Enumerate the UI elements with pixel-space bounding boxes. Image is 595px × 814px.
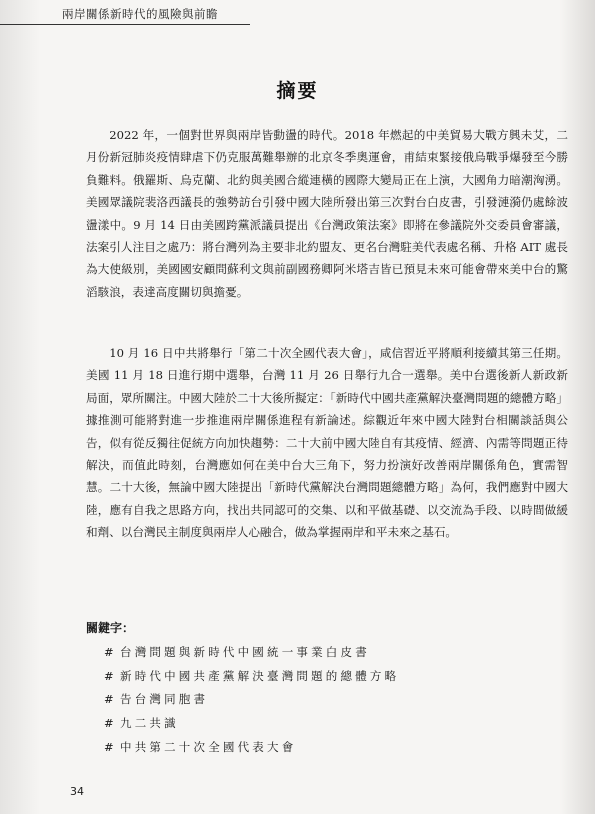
- keyword-item: [104, 641, 399, 665]
- keyword-text: 九二共識: [120, 716, 179, 731]
- keyword-item: [104, 736, 399, 760]
- keyword-item: [104, 665, 399, 689]
- hash-symbol: #: [104, 692, 114, 707]
- paragraph-text: 2022 年，一個對世界與兩岸皆動盪的時代。2018 年燃起的中美貿易大戰方興未艾，二月份新冠肺炎疫情肆虐下仍克服萬難舉辦的北京冬季奧運會，甫結束緊接俄烏戰爭爆發至今勝負難料。俄羅斯、烏克蘭、北約與美國合縱連橫的國際大變局正在上演，大國角力暗潮洶湧。美國眾議院裴洛西議長的強勢訪台引發中國大陸所發出第三次對台白皮書，引發漣漪仍處餘波盪漾中。9 月 14 日由美國跨黨派議員提出《台灣政策法案》即將在參議院外交委員會審議，法案引人注目之處乃：將台灣列為主要非北約盟友、更名台灣駐美代表處名稱、升格 AIT 處長為大使級別，美國國安顧問蘇利文與前副國務卿阿米塔吉皆已預見未來可能會帶來美中台的驚滔駭浪，表達高度關切與擔憂。: [86, 128, 568, 299]
- header-rule: [0, 24, 250, 25]
- page-number: 34: [70, 785, 84, 798]
- keyword-item: [104, 712, 399, 736]
- hash-symbol: #: [104, 645, 114, 659]
- abstract-title: 摘要: [276, 80, 319, 102]
- keywords-list: [104, 641, 399, 759]
- abstract-paragraph-1: [86, 124, 568, 303]
- hash-symbol: #: [104, 668, 114, 683]
- keyword-text: 中共第二十次全國代表大會: [120, 739, 297, 754]
- abstract-paragraph-2: [86, 342, 568, 544]
- keyword-text: 新時代中國共產黨解決臺灣問題的總體方略: [120, 668, 400, 683]
- hash-symbol: #: [104, 739, 114, 754]
- keyword-item: [104, 688, 399, 712]
- paragraph-text: 10 月 16 日中共將舉行「第二十次全國代表大會」，咸信習近平將順利接續其第三任期。美國 11 月 18 日進行期中選舉，台灣 11 月 26 日舉行九合一選舉。美中台選後新人新政新局面，眾所關注。中國大陸於二十大後所擬定：「新時代中國共產黨解決臺灣問題的總體方略」據推測可能將對進一步推進兩岸關係進程有新論述。綜觀近年來中國大陸對台相關談話與公告，似有從反獨往促統方向加快趨勢：二十大前中國大陸自有其疫情、經濟、內需等問題正待解決，而值此時刻，台灣應如何在美中台大三角下，努力扮演好改善兩岸關係角色，實需智慧。二十大後，無論中國大陸提出「新時代黨解決台灣問題總體方略」為何，我們應對中國大陸，應有自我之思路方向，找出共同認可的交集、以和平做基礎、以交流為手段、以時間做緩和劑、以台灣民主制度與兩岸人心融合，做為掌握兩岸和平未來之基石。: [86, 346, 568, 540]
- keyword-text: 台灣問題與新時代中國統一事業白皮書: [120, 645, 370, 659]
- running-header: 兩岸關係新時代的風險與前瞻: [62, 7, 218, 21]
- keywords-label: 關鍵字：: [86, 621, 135, 635]
- hash-symbol: #: [104, 716, 114, 731]
- keyword-text: 告台灣同胞書: [120, 692, 209, 707]
